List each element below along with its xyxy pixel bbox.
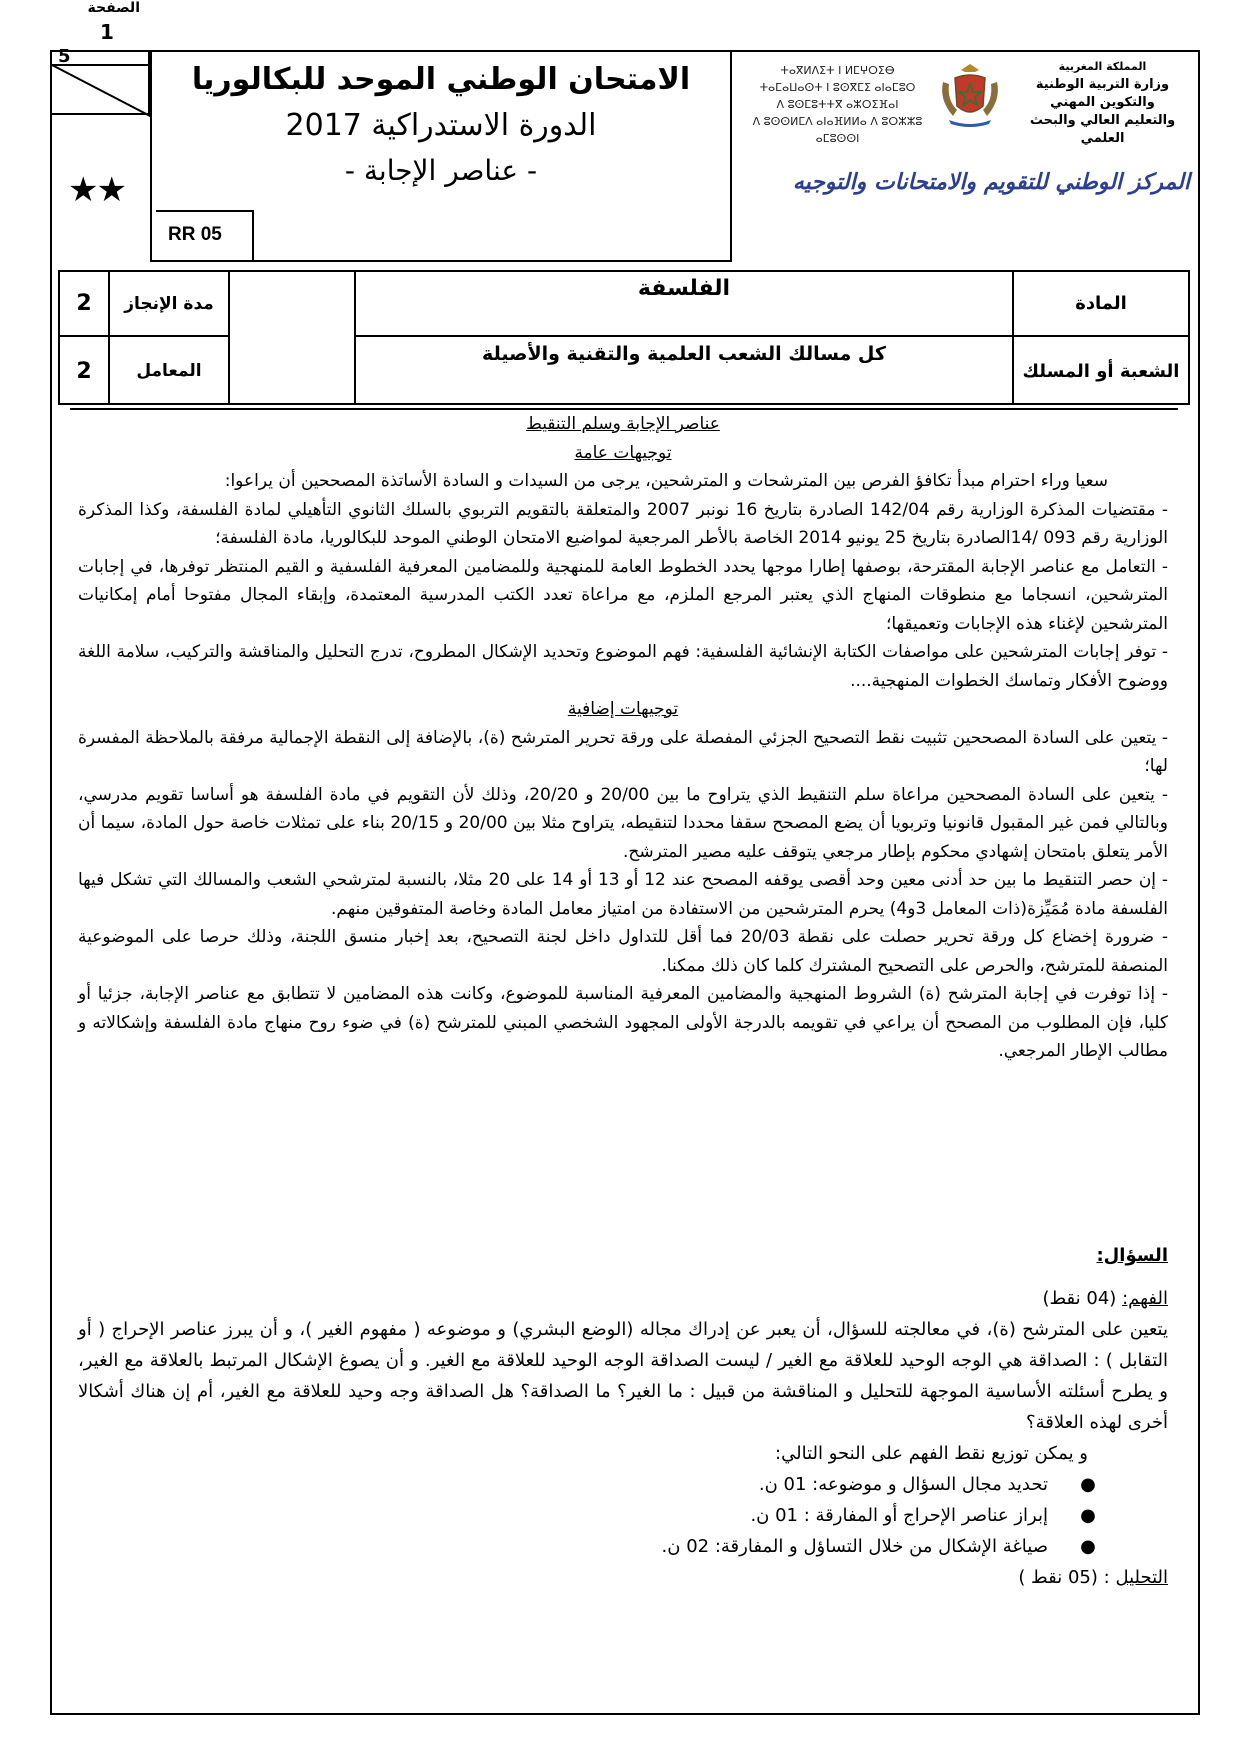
understanding-label: الفهم: [1122,1288,1168,1309]
branch-label: الشعبة أو المسلك [1012,335,1188,405]
guidelines-section [78,410,1168,1066]
page-label: الصفحة [87,0,140,16]
kingdom-emblem-icon [935,60,1005,130]
subject-label: المادة [1012,272,1188,337]
exam-code: RR 05 [168,224,222,245]
guideline-paragraph: - التعامل مع عناصر الإجابة المقترحة، بوصفها إطارا موجها يحدد الخطوط العامة للمنهجية وللمضامين المعرفية الفلسفية و القيم المنتظر توفرها، في إجابات المترشحين، انسجاما مع منطوقات المنهاج الذي يعتبر المرجع الملزم، مع مراعاة تعدد الكتب المدرسية المعتمدة، وإبقاء المجال مفتوحا أمام إمكانيات المترشحين لإغناء هذه الإجابات وتعميقها؛ [78,556,1168,634]
guideline-paragraph: - يتعين على السادة المصححين تثبيت نقط التصحيح الجزئي المفصلة على ورقة تحرير المترشح (ة)، بالإضافة إلى النقطة الإجمالية مرفقة بالملاحظة المفسرة لها؛ [78,727,1168,776]
understanding-text: يتعين على المترشح (ة)، في معالجته للسؤال، أن يعبر عن إدراك مجاله (الوضع البشري) و موضوعه ( مفهوم الغير )، و أن يبرز عناصر الإحراج ( أو التقابل ) : الصداقة هي الوجه الوحيد للعلاقة مع الغير / ليست الصداقة الوجه الوحيد للعلاقة مع الغير. و أن يصوغ الإشكال المرتبط بالعلاقة مع الغير، و يطرح أسئلته الأساسية الموجهة للتحليل و المناقشة من قبيل : ما الغير؟ ما الصداقة؟ هل الصداقة وجه وحيد للعلاقة مع الغير، أم إن هناك أشكالا أخرى لهذه العلاقة؟ [78,1319,1168,1433]
analysis-points: : (05 نقط ) [1018,1567,1110,1588]
additional-guidelines-heading: توجيهات إضافية [567,699,679,719]
distribution-intro: و يمكن توزيع نقط الفهم على النحو التالي: [775,1443,1088,1464]
understanding-points: (04 نقط) [1042,1288,1117,1309]
general-guidelines-heading: توجيهات عامة [574,442,672,463]
difficulty-stars: ★★ [68,170,125,210]
analysis-label: التحليل [1115,1567,1168,1588]
question-section [78,1240,1168,1593]
subject-value: الفلسفة [354,272,1014,337]
ministry-name: المملكة المغربية وزارة التربية الوطنية والتكوين المهني والتعليم العالي والبحث العلمي [1029,60,1176,146]
page-number: 1 [100,20,114,44]
info-table [58,270,1190,405]
guideline-paragraph: - ضرورة إخضاع كل ورقة تحرير حصلت على نقطة 20/03 فما أقل للتداول داخل لجنة التصحيح، بعد إخبار منسق اللجنة، وذلك حرصا على الموضوعية المنصفة للمترشح، والحرص على التصحيح المشترك كلما كان ذلك ممكنا. [78,927,1169,976]
guideline-paragraph: - مقتضيات المذكرة الوزارية رقم 142/04 الصادرة بتاريخ 16 نونبر 2007 والمتعلقة بالتقويم التربوي بالسلك الثانوي التأهيلي لمادة الفلسفة، وكذا المذكرة الوزارية رقم 093 /14الصادرة بتاريخ 25 يونيو 2014 الخاصة بالأطر المرجعية لمواضيع الامتحان الوطني الموحد للبكالوريا، مادة الفلسفة؛ [78,499,1169,548]
answer-key-title: - عناصر الإجابة - [344,154,538,187]
criteria-item: ● إبراز عناصر الإحراج أو المفارقة : 01 ن. [750,1505,1096,1526]
guideline-paragraph: - توفر إجابات المترشحين على مواصفات الكتابة الإنشائية الفلسفية: فهم الموضوع وتحديد الإشكال المطروح، تدرج التحليل والمناقشة والتركيب، سلامة اللغة ووضوح الأفكار وتماسك الخطوات المنهجية.... [78,642,1168,691]
question-label: السؤال: [1096,1245,1168,1266]
evaluation-center-name: المركز الوطني للتقويم والامتحانات والتوجيه [792,170,1190,195]
intro-paragraph: سعيا وراء احترام مبدأ تكافؤ الفرص بين المترشحات و المترشحين، يرجى من السيدات و السادة الأساتذة المصححين أن يراعوا: [224,471,1108,491]
branch-value: كل مسالك الشعب العلمية والتقنية والأصيلة [354,335,1014,405]
page-total: 5 [58,46,71,67]
coefficient-value: 2 [60,335,110,405]
guideline-paragraph: - إن حصر التنقيط ما بين حد أدنى معين وحد أقصى يوقفه المصحح عند 12 أو 13 أو 14 على 20 مثلا، بالنسبة لمترشحي الشعب والمسالك التي تشكل فيها الفلسفة مادة مُمَيِّزة(ذات المعامل 3و4) يحرم المترشحين من الاستفادة من امتياز معامل المادة وخاصة المتفوقين منهم. [78,870,1168,919]
criteria-item: ● صياغة الإشكال من خلال التساؤل و المفارقة: 02 ن. [661,1536,1096,1557]
guideline-paragraph: - يتعين على السادة المصححين مراعاة سلم التنقيط الذي يتراوح ما بين 20/00 و 20/20، وذلك لأن التقويم في مادة الفلسفة هو أساسا تقويم مدرسي، وبالتالي فمن غير المقبول قانونيا وتربويا أن يضع المصحح سقفا محددا لتنقيطه، يتراوح مثلا بين 20/00 و 20/15 بناء على تمثلات خاصة حول المادة، سيما أن الأمر يتعلق بامتحان إشهادي محكوم بإطار مرجعي يتوقف عليه مصير المترشح. [78,784,1168,862]
answer-key-heading: عناصر الإجابة وسلم التنقيط [526,414,720,434]
coefficient-label: المعامل [108,335,230,405]
tifinagh-ministry-name: ⵜⴰⴳⵍⴷⵉⵜ ⵏ ⵍⵎⵖⵔⵉⴱ ⵜⴰⵎⴰⵡⴰⵙⵜ ⵏ ⵓⵙⴳⵎⵉ ⴰⵏⴰⵎⵓⵔ ⴷ ⵓⵙⵎⵓⵜⵜⴳ ⴰⵣⵔⵉⴼⴰⵏ ⴷ ⵓⵙⵙⵍⵎⴷ ⴰⵏⴰⴼⵍⵍⴰ ⴷ ⵓⵔⵣⵣⵓ ⴰⵎⵓⵙⵙⵏ [752,64,923,145]
criteria-item: ● تحديد مجال السؤال و موضوعه: 01 ن. [758,1474,1096,1495]
duration-value: 2 [60,272,110,337]
exam-title: الامتحان الوطني الموحد للبكالوريا [191,62,691,97]
guideline-paragraph: - إذا توفرت في إجابة المترشح (ة) الشروط المنهجية والمضامين المعرفية المناسبة للموضوع، وكانت هذه المضامين لا تتطابق مع عناصر الإجابة، جزئيا أو كليا، فإن المطلوب من المصحح أن يراعي في تقويمه بالدرجة الأولى المجهود الشخصي المبني للمترشح (ة) في ضوء روح منهاج مادة الفلسفة وإشكالاته و مطالب الإطار المرجعي. [78,984,1168,1061]
session-title: الدورة الاستدراكية 2017 [285,108,597,143]
duration-label: مدة الإنجاز [108,272,230,337]
